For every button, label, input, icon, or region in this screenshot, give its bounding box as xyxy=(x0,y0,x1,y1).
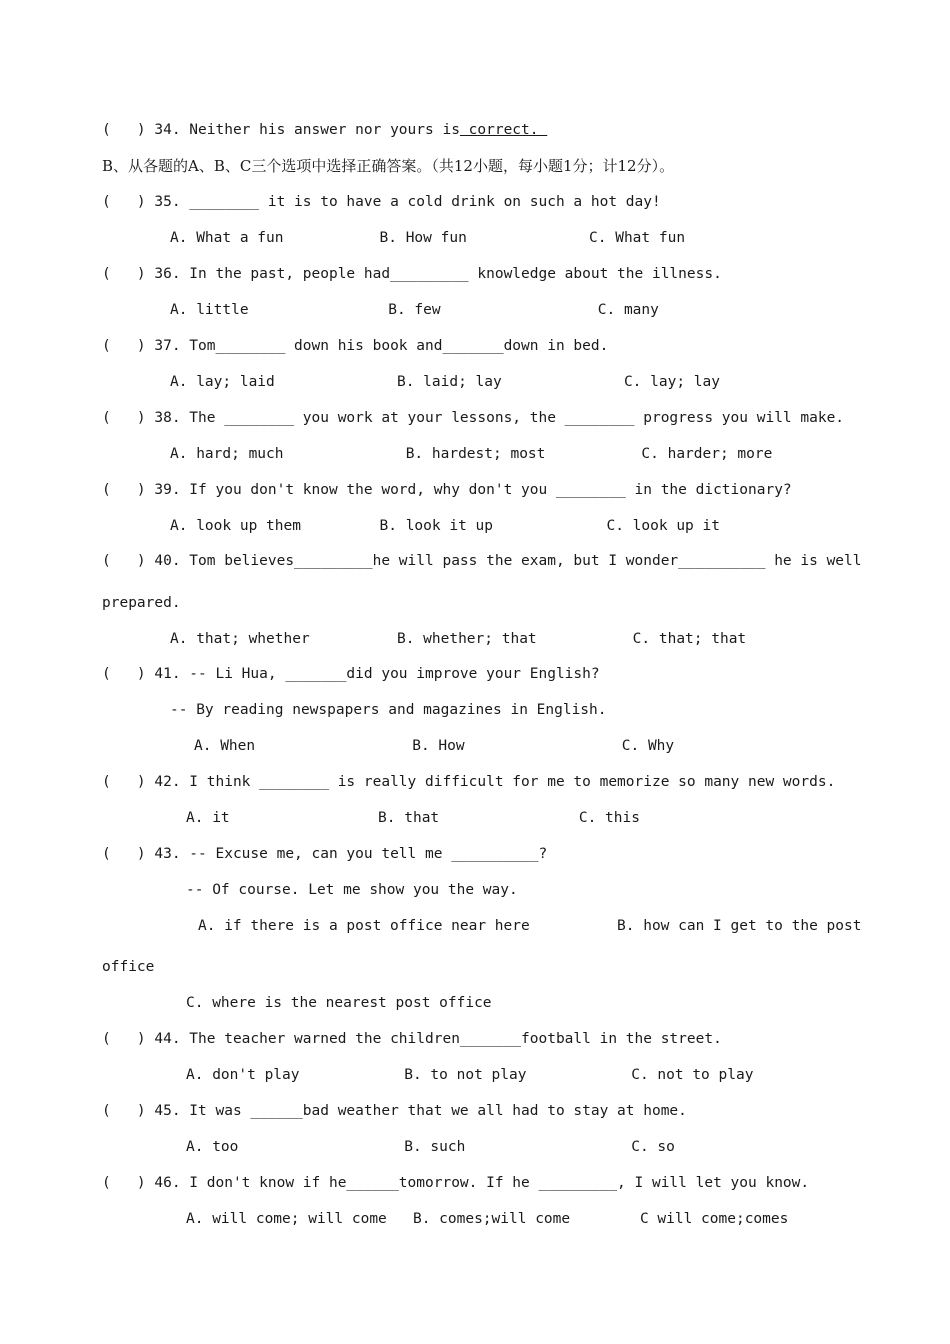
question-45: ( ) 45. It was ______bad weather that we all had to stay at home. xyxy=(102,1103,687,1119)
question-41-reply: -- By reading newspapers and magazines in English. xyxy=(170,702,607,718)
options-46: A. will come; will come B. comes;will come C will come;comes xyxy=(186,1211,789,1227)
question-43: ( ) 43. -- Excuse me, can you tell me __________? xyxy=(102,846,548,862)
options-41: A. When B. How C. Why xyxy=(194,738,675,754)
underlined-word: correct. xyxy=(459,122,548,138)
question-42: ( ) 42. I think ________ is really difficult for me to memorize so many new words. xyxy=(102,774,836,790)
question-35: ( ) 35. ________ it is to have a cold drink on such a hot day! xyxy=(102,194,661,210)
question-37: ( ) 37. Tom________ down his book and_______down in bed. xyxy=(102,338,609,354)
question-41: ( ) 41. -- Li Hua, _______did you improve your English? xyxy=(102,666,600,682)
question-36: ( ) 36. In the past, people had_________ knowledge about the illness. xyxy=(102,266,722,282)
question-43-reply: -- Of course. Let me show you the way. xyxy=(186,882,518,898)
question-40-continued: prepared. xyxy=(102,595,181,611)
question-39: ( ) 39. If you don't know the word, why don't you ________ in the dictionary? xyxy=(102,482,792,498)
options-43-ab: A. if there is a post office near here B. how can I get to the post xyxy=(198,918,862,934)
options-44: A. don't play B. to not play C. not to play xyxy=(186,1067,754,1083)
question-text: ( ) 34. Neither his answer nor yours is xyxy=(102,122,460,138)
options-39: A. look up them B. look it up C. look up it xyxy=(170,518,720,534)
question-40: ( ) 40. Tom believes_________he will pass the exam, but I wonder__________ he is well xyxy=(102,553,862,569)
options-42: A. it B. that C. this xyxy=(186,810,640,826)
question-38: ( ) 38. The ________ you work at your lessons, the ________ progress you will make. xyxy=(102,410,845,426)
options-37: A. lay; laid B. laid; lay C. lay; lay xyxy=(170,374,720,390)
options-45: A. too B. such C. so xyxy=(186,1139,675,1155)
options-38: A. hard; much B. hardest; most C. harder; more xyxy=(170,446,773,462)
section-b-instructions: B、从各题的A、B、C三个选项中选择正确答案。（共12小题，每小题1分；计12分）。 xyxy=(102,157,675,175)
options-40: A. that; whether B. whether; that C. that; that xyxy=(170,631,747,647)
options-43-c: C. where is the nearest post office xyxy=(186,995,492,1011)
question-34 xyxy=(102,120,547,140)
options-43-continued: office xyxy=(102,959,155,975)
options-36: A. little B. few C. many xyxy=(170,302,659,318)
question-44: ( ) 44. The teacher warned the children_______football in the street. xyxy=(102,1031,722,1047)
question-46: ( ) 46. I don't know if he______tomorrow. If he _________, I will let you know. xyxy=(102,1175,810,1191)
options-35: A. What a fun B. How fun C. What fun xyxy=(170,230,686,246)
